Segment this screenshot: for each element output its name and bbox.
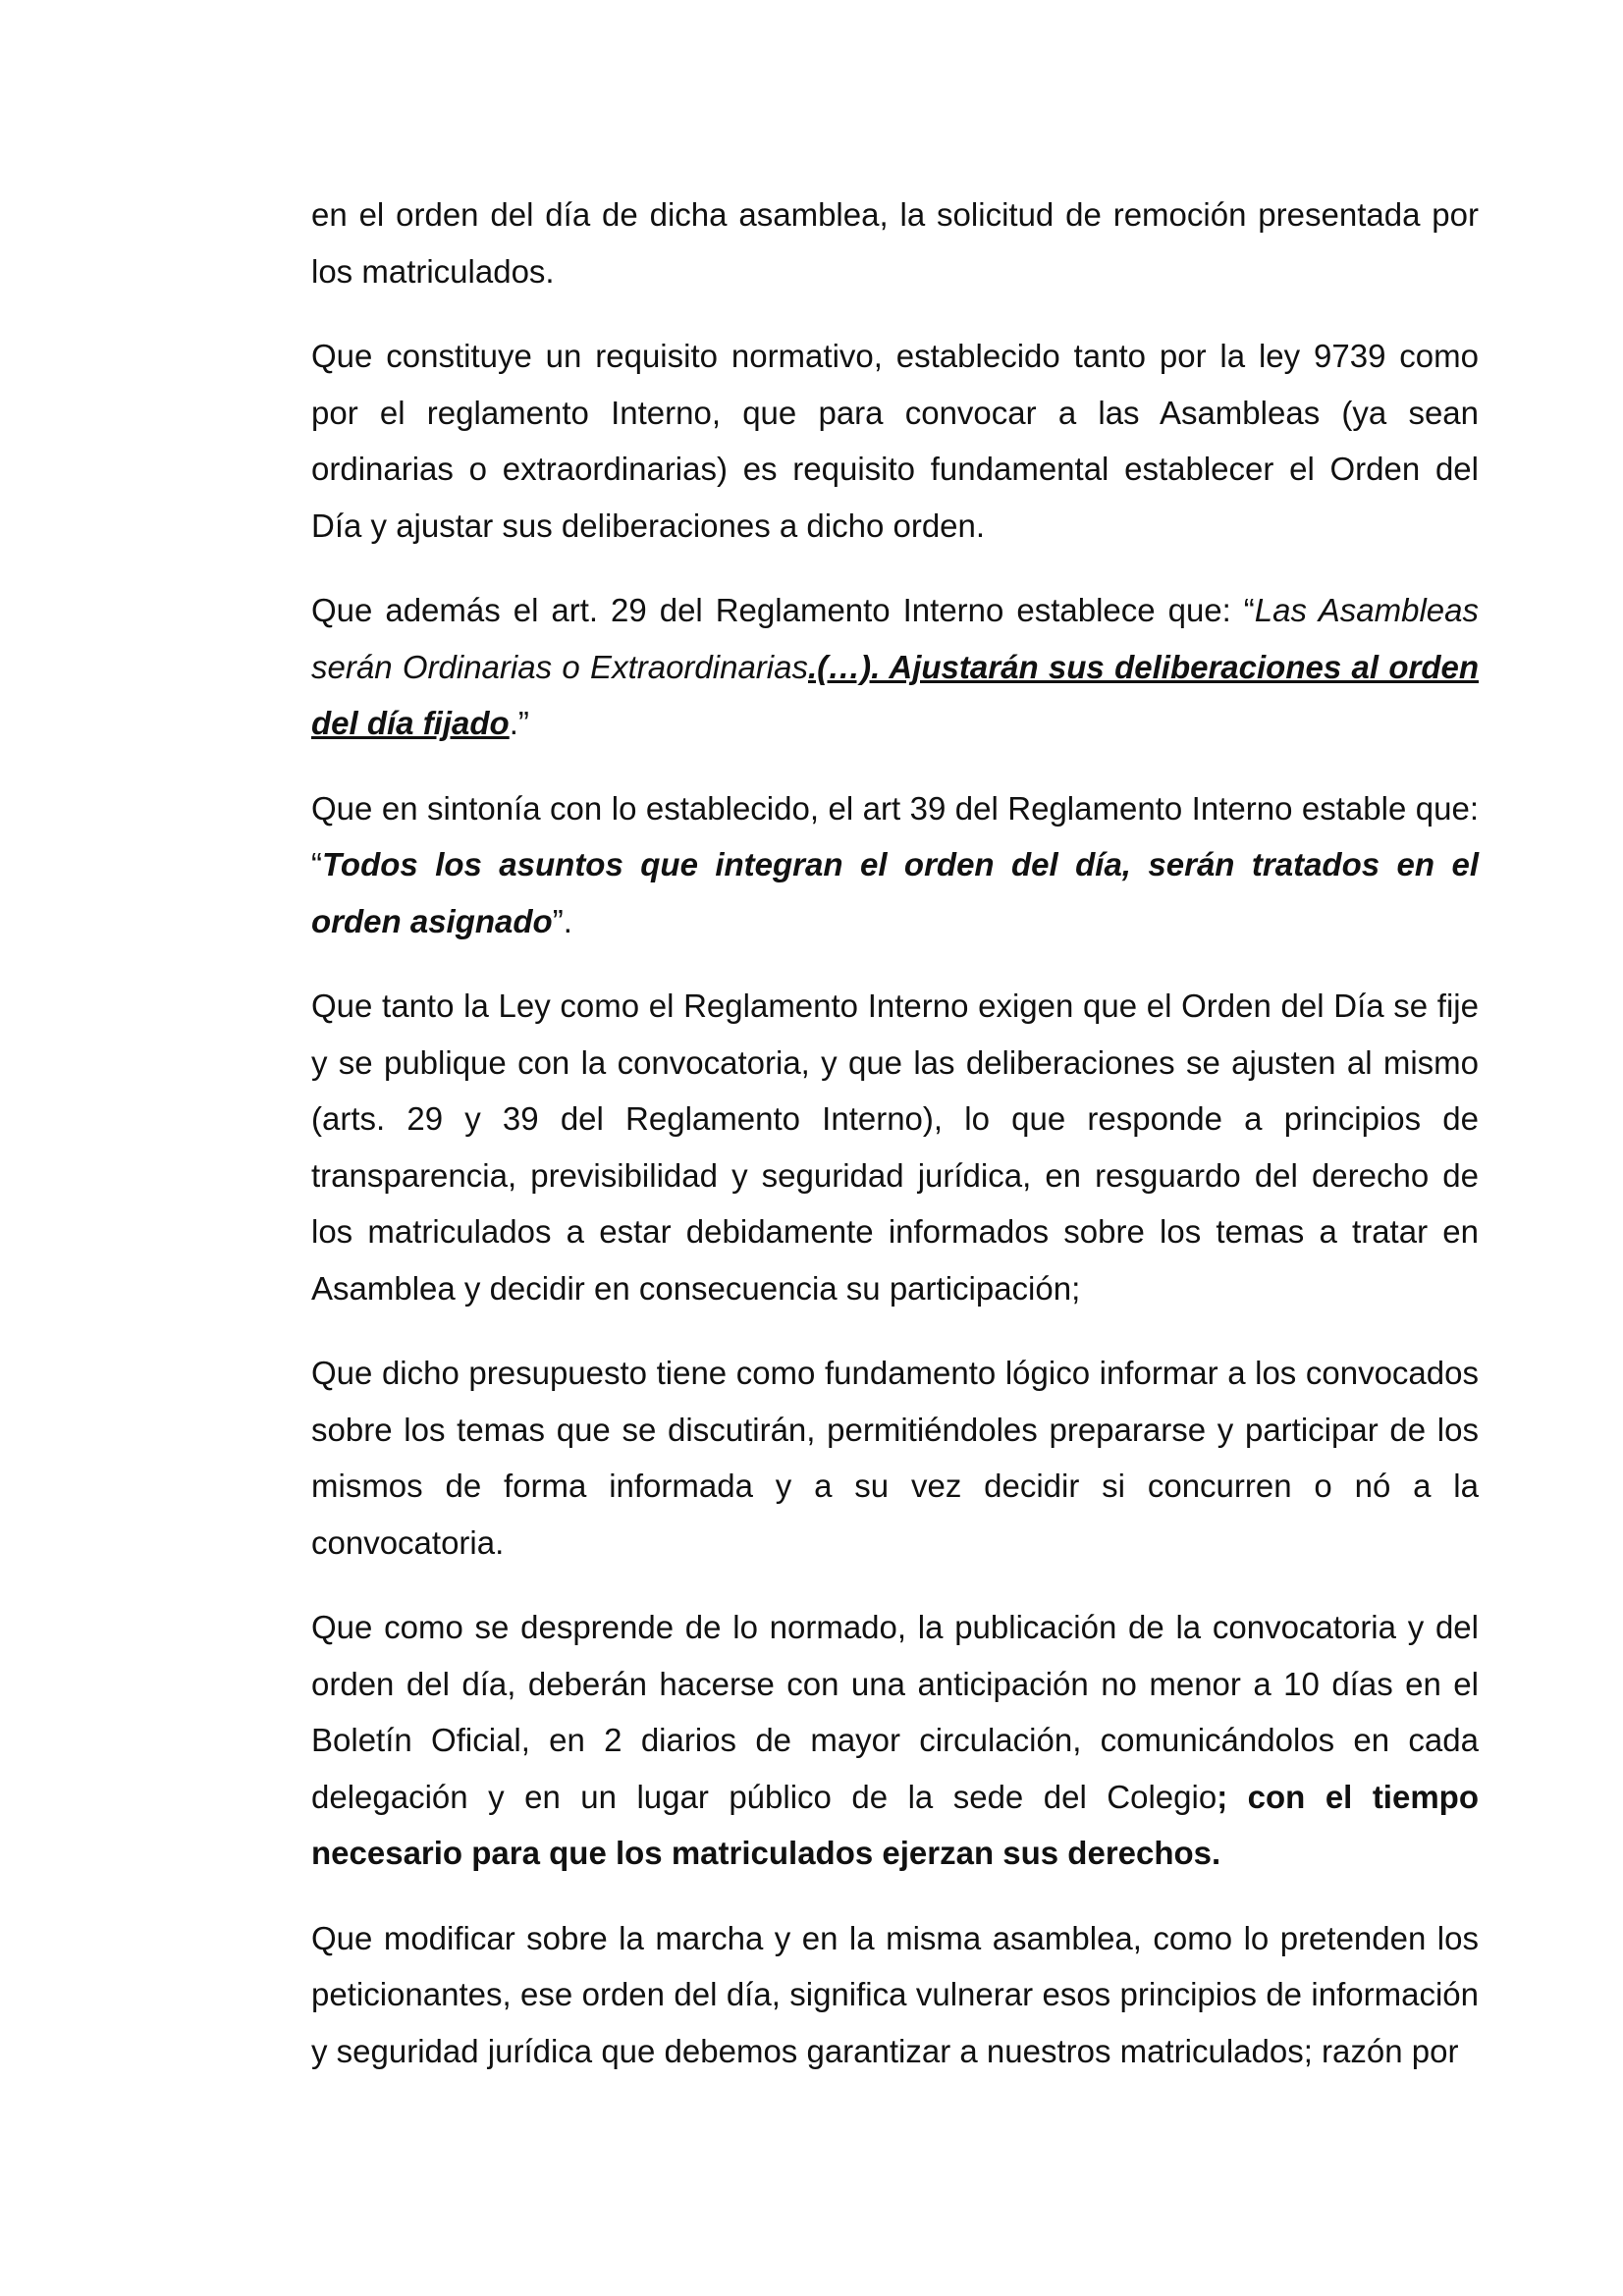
document-body [311,187,1479,2108]
paragraph-6: Que dicho presupuesto tiene como fundamento lógico informar a los convocados sobre los temas que se discutirán, permitiéndoles prepararse y participar de los mismos de forma informada y a su vez decidir si concurren o nó a la convocatoria. [311,1355,1479,1561]
paragraph-1: en el orden del día de dicha asamblea, la solicitud de remoción presentada por los matriculados. [311,196,1479,290]
paragraph-4-tail: ”. [552,902,572,939]
paragraph-7 [311,1599,1479,1882]
paragraph-3-quote-emphasis: .(…). Ajustarán sus deliberaciones al orden del día fijado [311,648,1480,741]
paragraph-5: Que tanto la Ley como el Reglamento Interno exigen que el Orden del Día se fije y se publique con la convocatoria, y que las deliberaciones se ajusten al mismo (arts. 29 y 39 del Reglamento Interno), lo que responde a principios de transparencia, previsibilidad y seguridad jurídica, en resguardo del derecho de los matriculados a estar debidamente informados sobre los temas a tratar en Asamblea y decidir en consecuencia su participación; [311,988,1479,1307]
paragraph-7-lead: Que como se desprende de lo normado, la publicación de la convocatoria y del orden del día, deberán hacerse con una anticipación no menor a 10 días en el Boletín Oficial, en 2 diarios de mayor circulación, comunicándolos en cada delegación y en un lugar público de la sede del Colegio [311,1609,1479,1815]
paragraph-2: Que constituye un requisito normativo, establecido tanto por la ley 9739 como por el reglamento Interno, que para convocar a las Asambleas (ya sean ordinarias o extraordinarias) es requisito fundamental establecer el Orden del Día y ajustar sus deliberaciones a dicho orden. [311,338,1479,544]
paragraph-3-quote-italic: Las Asambleas serán Ordinarias o Extraordinarias [311,592,1479,685]
paragraph-4 [311,780,1479,950]
paragraph-4-lead: Que en sintonía con lo establecido, el art 39 del Reglamento Interno estable que: “ [311,789,1479,882]
paragraph-3-tail: .” [509,705,529,741]
paragraph-4-quote-emphasis: Todos los asuntos que integran el orden del día, serán tratados en el orden asignado [311,846,1479,939]
paragraph-7-bold: ; con el tiempo necesario para que los matriculados ejerzan sus derechos. [311,1778,1479,1871]
paragraph-8: Que modificar sobre la marcha y en la misma asamblea, como lo pretenden los peticionantes, ese orden del día, significa vulnerar esos principios de información y seguridad jurídica que debemos garantizar a nuestros matriculados; razón por [311,1919,1479,2069]
paragraph-3 [311,582,1479,752]
paragraph-3-lead: Que además el art. 29 del Reglamento Interno establece que: “ [311,592,1255,628]
